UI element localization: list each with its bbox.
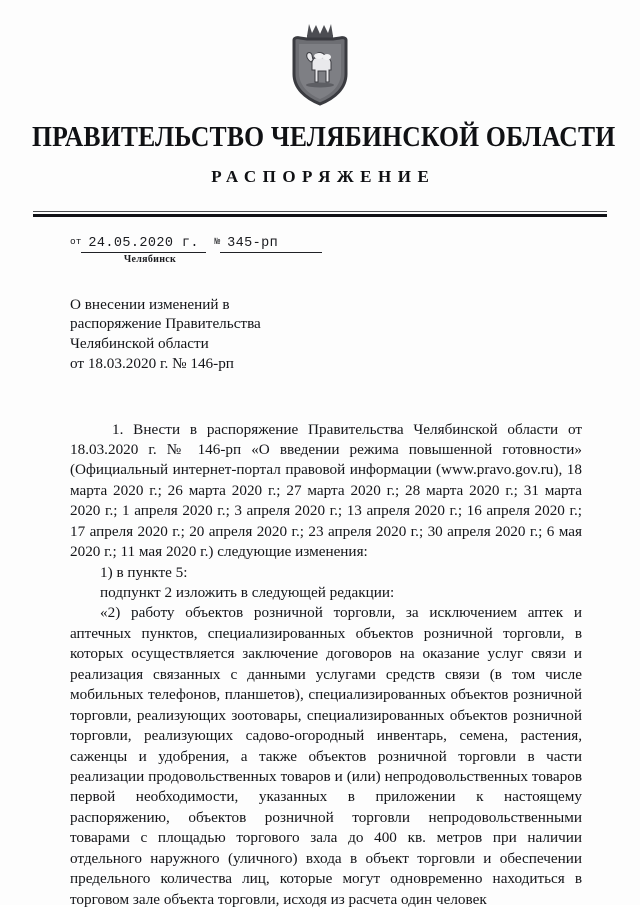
document-meta-line bbox=[0, 236, 640, 253]
divider-thin-line bbox=[33, 211, 607, 212]
divider-thick-line bbox=[33, 214, 607, 217]
page-title: ПРАВИТЕЛЬСТВО ЧЕЛЯБИНСКОЙ ОБЛАСТИ bbox=[32, 122, 608, 154]
subject-line-1: О внесении изменений в bbox=[70, 295, 262, 315]
subject-line-3: Челябинской области bbox=[70, 334, 262, 354]
date-label: от bbox=[70, 236, 81, 247]
body-item-1: 1) в пункте 5: bbox=[70, 563, 582, 583]
subject-line-2: распоряжение Правительства bbox=[70, 314, 262, 334]
document-type-heading: РАСПОРЯЖЕНИЕ bbox=[0, 167, 640, 187]
document-body bbox=[0, 420, 640, 910]
body-quoted-provision: «2) работу объектов розничной торговли, за исключением аптек и аптечных пунктов, специализированных объектов розничной торговли, в которых осуществляется заключение договоров на оказание услуг связи и реализация связанных с данными услугами средств связи (в том числе мобильных телефонов, планшетов), специализированных объектов розничной торговли, реализующих зоотовары, специализированных объектов розничной торговли, реализующих садово-огородный инвентарь, семена, растения, саженцы и удобрения, а также объектов розничной торговли в части реализации продовольственных товаров и (или) непродовольственных товаров первой необходимости, указанных в приложении к настоящему распоряжению, объектов розничной торговли непродовольственными товарами с площадью торгового зала до 400 кв. метров при наличии отдельного наружного (уличного) входа в объект торговли и обеспечении предельного количества лиц, которые могут одновременно находиться в торговом зале объекта торговли, исходя из расчета один человек bbox=[70, 603, 582, 910]
body-paragraph-1: 1. Внести в распоряжение Правительства Челябинской области от 18.03.2020 г. № 146-рп «О введении режима повышенной готовности» (Официальный интернет-портал правовой информации (www.pravo.gov.ru), 18 марта 2020 г.; 26 марта 2020 г.; 27 марта 2020 г.; 28 марта 2020 г.; 31 марта 2020 г.; 1 апреля 2020 г.; 3 апреля 2020 г.; 13 апреля 2020 г.; 16 апреля 2020 г.; 17 апреля 2020 г.; 20 апреля 2020 г.; 23 апреля 2020 г.; 30 апреля 2020 г.; 6 мая 2020 г.; 11 мая 2020 г.) следующие изменения: bbox=[70, 420, 582, 563]
coat-of-arms-icon bbox=[281, 22, 359, 110]
subject-block bbox=[0, 295, 262, 374]
header-divider bbox=[33, 211, 607, 217]
date-value: 24.05.2020 г. bbox=[81, 236, 206, 253]
city-label: Челябинск bbox=[0, 254, 230, 265]
number-value: 345-рп bbox=[220, 236, 322, 253]
emblem-container bbox=[0, 0, 640, 110]
body-item-1-subitem: подпункт 2 изложить в следующей редакции: bbox=[70, 583, 582, 603]
subject-line-4: от 18.03.2020 г. № 146-рп bbox=[70, 354, 262, 374]
number-label: № bbox=[214, 236, 220, 247]
